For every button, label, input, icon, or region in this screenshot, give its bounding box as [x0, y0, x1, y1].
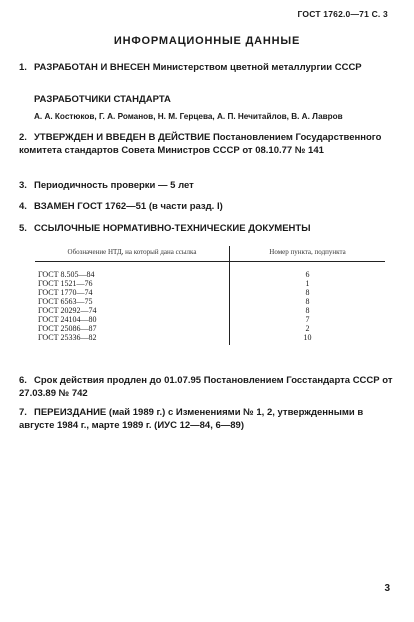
- item-6: [19, 374, 393, 400]
- cell-point: 8: [305, 297, 310, 306]
- item-1-number: 1.: [19, 62, 27, 73]
- item-5-label: ССЫЛОЧНЫЕ НОРМАТИВНО-ТЕХНИЧЕСКИЕ ДОКУМЕНТЫ: [34, 223, 311, 234]
- item-3: [19, 179, 393, 192]
- page-number: 3: [384, 583, 390, 594]
- item-1: [19, 61, 393, 74]
- references-table: [35, 246, 385, 345]
- cell-document: ГОСТ 6563—75: [35, 297, 230, 306]
- table-row: [35, 288, 385, 297]
- cell-document: ГОСТ 1770—74: [35, 288, 230, 297]
- item-2: [19, 131, 393, 157]
- item-3-text: Периодичность проверки — 5 лет: [34, 180, 194, 191]
- item-4-number: 4.: [19, 201, 27, 212]
- table-row: [35, 262, 385, 280]
- cell-document: ГОСТ 1521—76: [35, 279, 230, 288]
- cell-document: ГОСТ 20292—74: [35, 306, 230, 315]
- item-4-text: (в части разд. I): [148, 201, 223, 212]
- item-4-label: ВЗАМЕН ГОСТ 1762—51: [34, 201, 147, 212]
- cell-point: 8: [305, 288, 310, 297]
- item-5: [19, 222, 393, 235]
- cell-document: ГОСТ 25336—82: [35, 333, 230, 345]
- item-1-text: Министерством цветной металлургии СССР: [152, 62, 362, 73]
- item-1-label: РАЗРАБОТАН И ВНЕСЕН: [34, 62, 151, 73]
- item-2-label: УТВЕРЖДЕН И ВВЕДЕН В ДЕЙСТВИЕ: [34, 132, 211, 143]
- item-6-number: 6.: [19, 375, 27, 386]
- item-2-number: 2.: [19, 132, 27, 143]
- cell-point: 1: [305, 279, 310, 288]
- table-row: [35, 315, 385, 324]
- item-7-text: (май 1989 г.) с Изменениями № 1, 2, утвержденными в августе 1984 г., марте 1989 г. (ИУС 12—84, 6—89): [19, 407, 364, 431]
- cell-document: ГОСТ 24104—80: [35, 315, 230, 324]
- developers-names: А. А. Костюков, Г. А. Романов, Н. М. Герцева, А. П. Нечитайлов, В. А. Лавров: [34, 112, 343, 121]
- table-row: [35, 279, 385, 288]
- cell-point: 7: [305, 315, 310, 324]
- item-2-text: Постановлением Государственного комитета стандартов Совета Министров СССР от 08.10.77 № 141: [19, 132, 382, 156]
- developers-heading: РАЗРАБОТЧИКИ СТАНДАРТА: [34, 94, 171, 105]
- cell-point: 8: [305, 306, 310, 315]
- col-header-point: Номер пункта, подпункта: [230, 246, 386, 262]
- running-header: ГОСТ 1762.0—71 С. 3: [297, 9, 388, 19]
- cell-point: 6: [305, 270, 310, 279]
- item-6-text: Срок действия продлен до 01.07.95 Постановлением Госстандарта СССР от 27.03.89 № 742: [19, 375, 393, 399]
- page-title: ИНФОРМАЦИОННЫЕ ДАННЫЕ: [113, 35, 301, 47]
- cell-document: ГОСТ 25086—87: [35, 324, 230, 333]
- col-header-document: Обозначение НТД, на который дана ссылка: [35, 246, 230, 262]
- item-7-label: ПЕРЕИЗДАНИЕ: [34, 407, 107, 418]
- cell-point: 10: [303, 333, 312, 342]
- item-4: [19, 200, 393, 213]
- table-row: [35, 333, 385, 345]
- item-7: [19, 406, 393, 432]
- table-row: [35, 324, 385, 333]
- cell-point: 2: [305, 324, 310, 333]
- table-row: [35, 297, 385, 306]
- table-row: [35, 306, 385, 315]
- item-5-number: 5.: [19, 223, 27, 234]
- cell-document: ГОСТ 8.505—84: [35, 262, 230, 280]
- item-7-number: 7.: [19, 407, 27, 418]
- table-header-row: [35, 246, 385, 262]
- item-3-number: 3.: [19, 180, 27, 191]
